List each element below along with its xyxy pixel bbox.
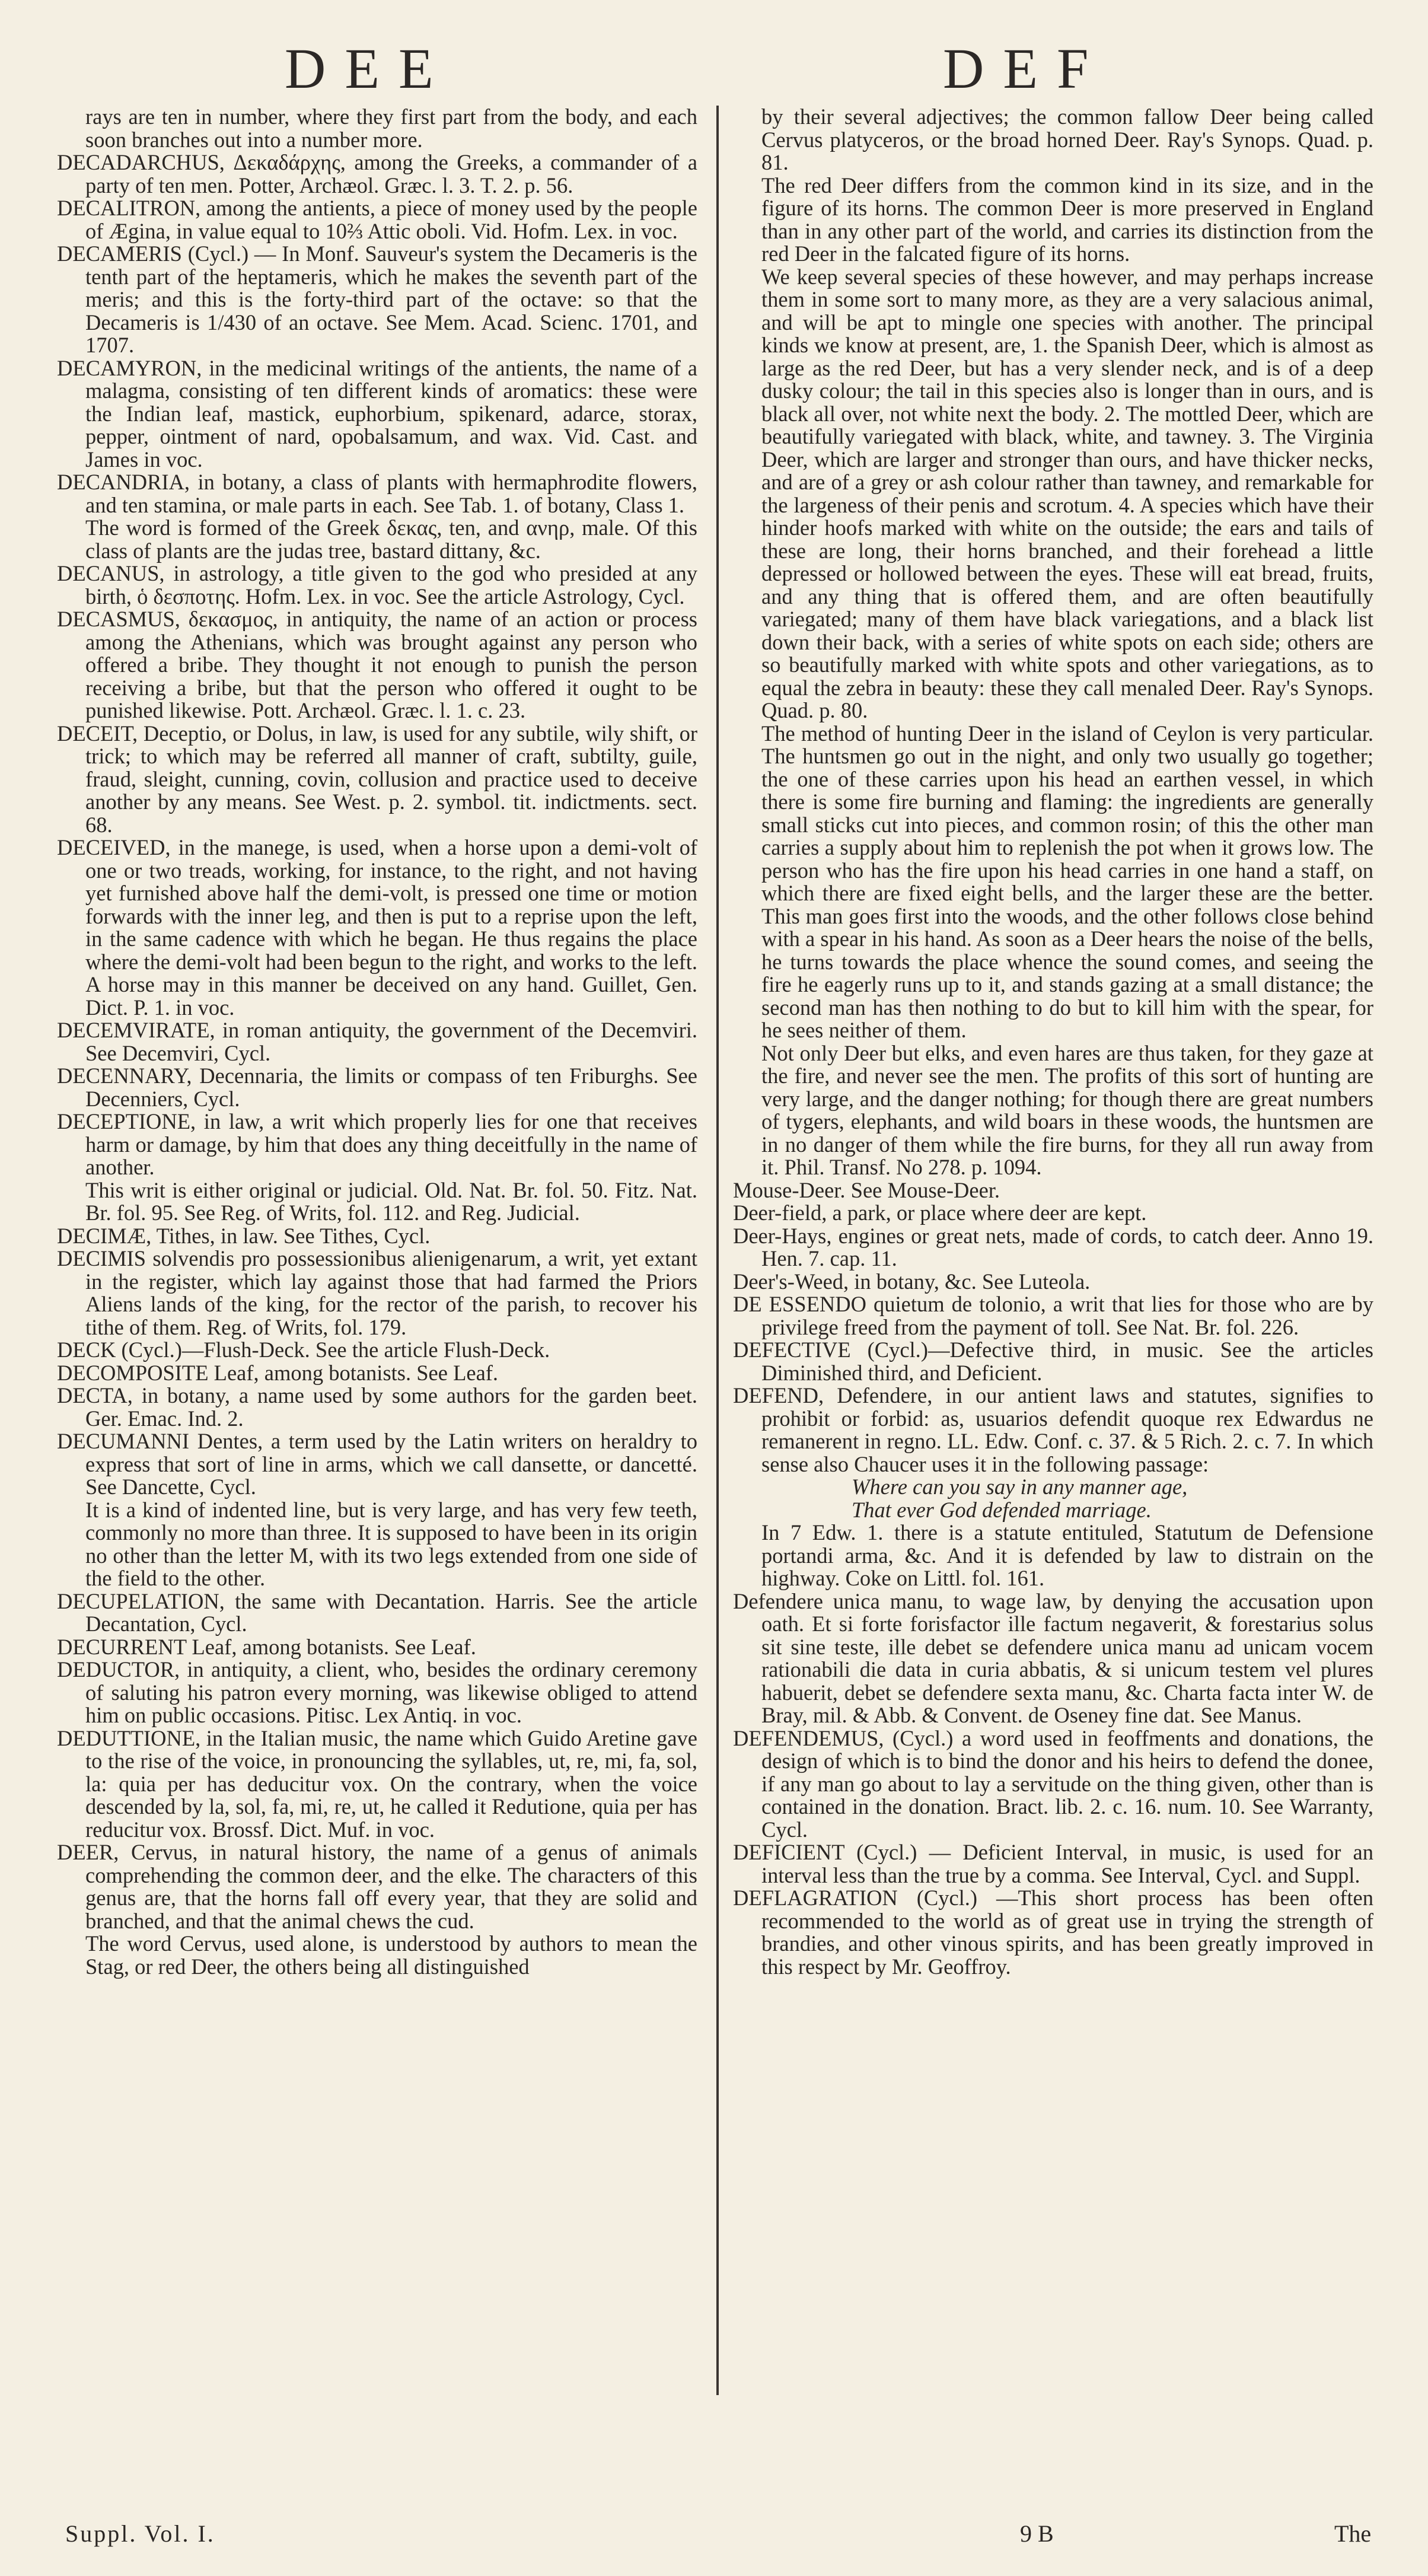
dictionary-entry: DECAMERIS (Cycl.) — In Monf. Sauveur's system the Decameris is the tenth part of the heptameris, which he makes the seventh part of the meris; and this is the forty-third part of the octave: so that the Decameris is 1/430 of an octave. See Mem. Acad. Scienc. 1701, and 1707. — [57, 241, 697, 357]
catchword: The — [1334, 2520, 1372, 2547]
paragraph: rays are ten in number, where they first part from the body, and each soon branches out into a number more. — [85, 104, 697, 152]
dictionary-entry: DEFENDEMUS, (Cycl.) a word used in feoffments and donations, the design of which is to bind the donor and his heirs to defend the donee, if any man go about to lay a servitude on the thing given, other than is contained in the donation. Bract. lib. 2. c. 16. num. 10. See Warranty, Cycl. — [733, 1725, 1373, 1842]
running-heads — [0, 36, 1428, 100]
dictionary-entry: DECADARCHUS, Δεκαδάρχης, among the Greeks, a commander of a party of ten men. Potter, Archæol. Græc. l. 3. T. 2. p. 56. — [57, 150, 697, 198]
dictionary-entry: DEFLAGRATION (Cycl.) —This short process has been often recommended to the world as of great use in trying the strength of brandies, and other vinous spirits, and has been greatly improved in this respect by Mr. Geoffroy. — [733, 1886, 1373, 1979]
paragraph: We keep several species of these however, and may perhaps increase them in some sort to many more, as they are a very salacious animal, and will be apt to mingle one species with another. The principal kinds we know at present, are, 1. the Spanish Deer, which is almost as large as the red Deer, but has a very slender neck, and is of a deep dusky colour; the tail in this species also is longer than in ours, and is black all over, not white next the body. 2. The mottled Deer, which are beautifully variegated with black, white, and tawney. 3. The Virginia Deer, which are larger and stronger than ours, and have thicker necks, and are of a grey or ash colour rather than tawney, and remarkable for the largeness of their penis and scrotum. 4. A species which have their hinder hoofs marked with white on the outside; the ears and tails of these are long, their horns branched, and their forehead a little depressed or hollowed between the eyes. These will eat bread, fruits, and any thing that is offered them, and are often beautifully variegated; many of them have black variegations, and a black list down their back, with a series of white spots on each side; others are so beautifully marked with white spots and other variegations, as to equal the zebra in beauty: these they call menaled Deer. Ray's Synops. Quad. p. 80. — [761, 264, 1373, 722]
dictionary-entry: DECASMUS, δεκασμος, in antiquity, the name of an action or process among the Athenians, which was brought against any person who offered a bribe. They thought it not enough to punish the person receiving a bribe, but that the person who offered it ought to be punished likewise. Pott. Archæol. Græc. l. 1. c. 23. — [57, 607, 697, 722]
signature-mark: 9 B — [1020, 2520, 1054, 2547]
page-footer — [0, 2520, 1428, 2555]
paragraph: In 7 Edw. 1. there is a statute entituled, Statutum de Defensione portandi arma, &c. And it is defended by law to distrain on the highway. Coke on Littl. fol. 161. — [761, 1520, 1373, 1590]
volume-label: Suppl. Vol. I. — [65, 2520, 215, 2547]
dictionary-entry: Defendere unica manu, to wage law, by denying the accusation upon oath. Et si forte forisfactor ille factum negaverit, & forestarius solus sit sine teste, ille debet se defendere unica manu ad unicam vocem rationabili die data in curia abbatis, & si unicum testem vel plures habuerit, debet se defendere sexta manu, &c. Charta facta inter W. de Bray, mil. & Abb. & Convent. de Oseney fine dat. See Manus. — [733, 1588, 1373, 1727]
dictionary-entry: DECTA, in botany, a name used by some authors for the garden beet. Ger. Emac. Ind. 2. — [57, 1383, 697, 1431]
dictionary-entry: DEDUCTOR, in antiquity, a client, who, besides the ordinary ceremony of saluting his patron every morning, was likewise obliged to attend him on public occasions. Pitisc. Lex Antiq. in voc. — [57, 1657, 697, 1727]
dictionary-entry: DECUPELATION, the same with Decantation. Harris. See the article Decantation, Cycl. — [57, 1588, 697, 1636]
dictionary-entry: DECANUS, in astrology, a title given to the god who presided at any birth, ὁ δεσποτης. Hofm. Lex. in voc. See the article Astrology, Cycl. — [57, 561, 697, 609]
dictionary-entry: DECENNARY, Decennaria, the limits or compass of ten Friburghs. See Decenniers, Cycl. — [57, 1063, 697, 1111]
paragraph: The method of hunting Deer in the island of Ceylon is very particular. The huntsmen go out in the night, and only two usually go together; the one of these carries upon his head an earthen vessel, in which there is some fire burning and flaming: the ingredients are generally small sticks cut into pieces, and common rosin; of this the other man carries a supply about him to replenish the pot when it grows low. The person who has the fire upon his head carries in one hand a staff, on which there are fixed eight bells, and the larger these are the better. This man goes first into the woods, and the other follows close behind with a spear in his hand. As soon as a Deer hears the noise of the bells, he turns towards the place whence the sound comes, and seeing the fire he eagerly runs up to it, and stands gazing at a small distance; the second man has then nothing to do but to kill him with the spear, for he sees neither of them. — [761, 721, 1373, 1042]
dictionary-entry: DECEIVED, in the manege, is used, when a horse upon a demi-volt of one or two treads, working, for instance, to the right, and not having yet furnished above half the demi-volt, is pressed one time or motion forwards with the inner leg, and then is put to a reprise upon the left, in the same cadence with which he began. He thus regains the place where the demi-volt had been begun to the right, and works to the left. A horse may in this manner be deceived on any hand. Guillet, Gen. Dict. P. 1. in voc. — [57, 835, 697, 1020]
running-head-left: DEE — [285, 37, 452, 100]
left-column — [57, 106, 697, 1978]
right-column — [733, 106, 1373, 1978]
paragraph: It is a kind of indented line, but is very large, and has very few teeth, commonly no more than three. It is supposed to have been in its origin no other than the letter M, with its two legs extended from one side of the field to the other. — [85, 1497, 697, 1590]
dictionary-entry: DECALITRON, among the antients, a piece of money used by the people of Ægina, in value equal to 10⅔ Attic oboli. Vid. Hofm. Lex. in voc. — [57, 196, 697, 243]
dictionary-entry: DECEMVIRATE, in roman antiquity, the government of the Decemviri. See Decemviri, Cycl. — [57, 1018, 697, 1065]
dictionary-entry: DECAMYRON, in the medicinal writings of the antients, the name of a malagma, consisting of ten different kinds of aromatics: these were the Indian leaf, mastick, euphorbium, spikenard, adarce, storax, pepper, ointment of nard, opobalsamum, and wax. Vid. Cast. and James in voc. — [57, 355, 697, 472]
dictionary-entry: Deer-field, a park, or place where deer are kept. — [733, 1201, 1147, 1225]
dictionary-entry: DEFECTIVE (Cycl.)—Defective third, in music. See the articles Diminished third, and Deficient. — [733, 1338, 1373, 1385]
dictionary-entry: DECOMPOSITE Leaf, among botanists. See Leaf. — [57, 1360, 499, 1385]
paragraph: The red Deer differs from the common kind in its size, and in the figure of its horns. The common Deer is more preserved in England than in any other part of the world, and carries its distinction from the red Deer in the falcated figure of its horns. — [761, 173, 1373, 266]
dictionary-entry: DEER, Cervus, in natural history, the name of a genus of animals comprehending the common deer, and the elke. The characters of this genus are, that the horns fall off every year, that they are solid and branched, and that the animal chews the cud. — [57, 1840, 697, 1933]
dictionary-entry: Deer's-Weed, in botany, &c. See Luteola. — [733, 1269, 1091, 1294]
dictionary-entry: DECEPTIONE, in law, a writ which properly lies for one that receives harm or damage, by him that does any thing deceitfully in the name of another. — [57, 1109, 697, 1179]
dictionary-entry: Mouse-Deer. See Mouse-Deer. — [733, 1177, 1000, 1202]
dictionary-entry: DEFEND, Defendere, in our antient laws and statutes, signifies to prohibit or forbid: as, usuarios defendit quoque rex Edwardus ne remanerent in regno. LL. Edw. Conf. c. 37. & 5 Rich. 2. c. 7. In which sense also Chaucer uses it in the following passage: — [733, 1383, 1373, 1476]
dictionary-entry: DE ESSENDO quietum de tolonio, a writ that lies for those who are by privilege freed from the payment of toll. See Nat. Br. fol. 226. — [733, 1292, 1373, 1339]
dictionary-entry: DECUMANNI Dentes, a term used by the Latin writers on heraldry to express that sort of line in arms, which we call dansette, or dancetté. See Dancette, Cycl. — [57, 1429, 697, 1499]
dictionary-entry: Deer-Hays, engines or great nets, made of cords, to catch deer. Anno 19. Hen. 7. cap. 11. — [733, 1223, 1373, 1271]
paragraph: This writ is either original or judicial. Old. Nat. Br. fol. 50. Fitz. Nat. Br. fol. 95. See Reg. of Writs, fol. 112. and Reg. Judicial. — [85, 1177, 697, 1225]
dictionary-entry: DECEIT, Deceptio, or Dolus, in law, is used for any subtile, wily shift, or trick; to which may be referred all manner of craft, subtilty, guile, fraud, sleight, cunning, covin, collusion and practice used to deceive another by any means. See West. p. 2. symbol. tit. indictments. sect. 68. — [57, 721, 697, 837]
verse-line: That ever God defended marriage. — [852, 1497, 1152, 1522]
dictionary-entry: DECANDRIA, in botany, a class of plants with hermaphrodite flowers, and ten stamina, or male parts in each. See Tab. 1. of botany, Class 1. — [57, 470, 697, 517]
dictionary-entry: DECURRENT Leaf, among botanists. See Leaf. — [57, 1634, 476, 1659]
paragraph: The word Cervus, used alone, is understood by authors to mean the Stag, or red Deer, the others being all distinguished — [85, 1931, 697, 1979]
dictionary-entry: DEDUTTIONE, in the Italian music, the name which Guido Aretine gave to the rise of the voice, in pronouncing the syllables, ut, re, mi, fa, sol, la: quia per has deducitur vox. On the contrary, when the voice descended by la, sol, fa, mi, re, ut, he called it Redutione, quia per has reducitur vox. Brossf. Dict. Muf. in voc. — [57, 1725, 697, 1842]
running-head-right: DEF — [943, 37, 1108, 100]
dictionary-entry: DECIMIS solvendis pro possessionibus alienigenarum, a writ, yet extant in the register, which lay against those that had farmed the Priors Aliens lands of the king, for the rector of the parish, to recover his tithe of them. Reg. of Writs, fol. 179. — [57, 1246, 697, 1339]
dictionary-entry: DECIMÆ, Tithes, in law. See Tithes, Cycl. — [57, 1223, 431, 1248]
dictionary-entry: DECK (Cycl.)—Flush-Deck. See the article Flush-Deck. — [57, 1338, 550, 1362]
verse-line: Where can you say in any manner age, — [852, 1475, 1188, 1499]
paragraph: by their several adjectives; the common fallow Deer being called Cervus platyceros, or the broad horned Deer. Ray's Synops. Quad. p. 81. — [761, 104, 1373, 174]
paragraph: The word is formed of the Greek δεκας, ten, and ανηρ, male. Of this class of plants are the judas tree, bastard dittany, &c. — [85, 515, 697, 563]
column-divider — [716, 106, 719, 2395]
dictionary-entry: DEFICIENT (Cycl.) — Deficient Interval, in music, is used for an interval less than the true by a comma. See Interval, Cycl. and Suppl. — [733, 1840, 1373, 1887]
paragraph: Not only Deer but elks, and even hares are thus taken, for they gaze at the fire, and never see the men. The profits of this sort of hunting are very large, and the danger nothing; for though there are great numbers of tygers, elephants, and wild boars in these woods, the huntsmen are in no danger of them while the fire burns, for they all run away from it. Phil. Transf. No 278. p. 1094. — [761, 1040, 1373, 1179]
